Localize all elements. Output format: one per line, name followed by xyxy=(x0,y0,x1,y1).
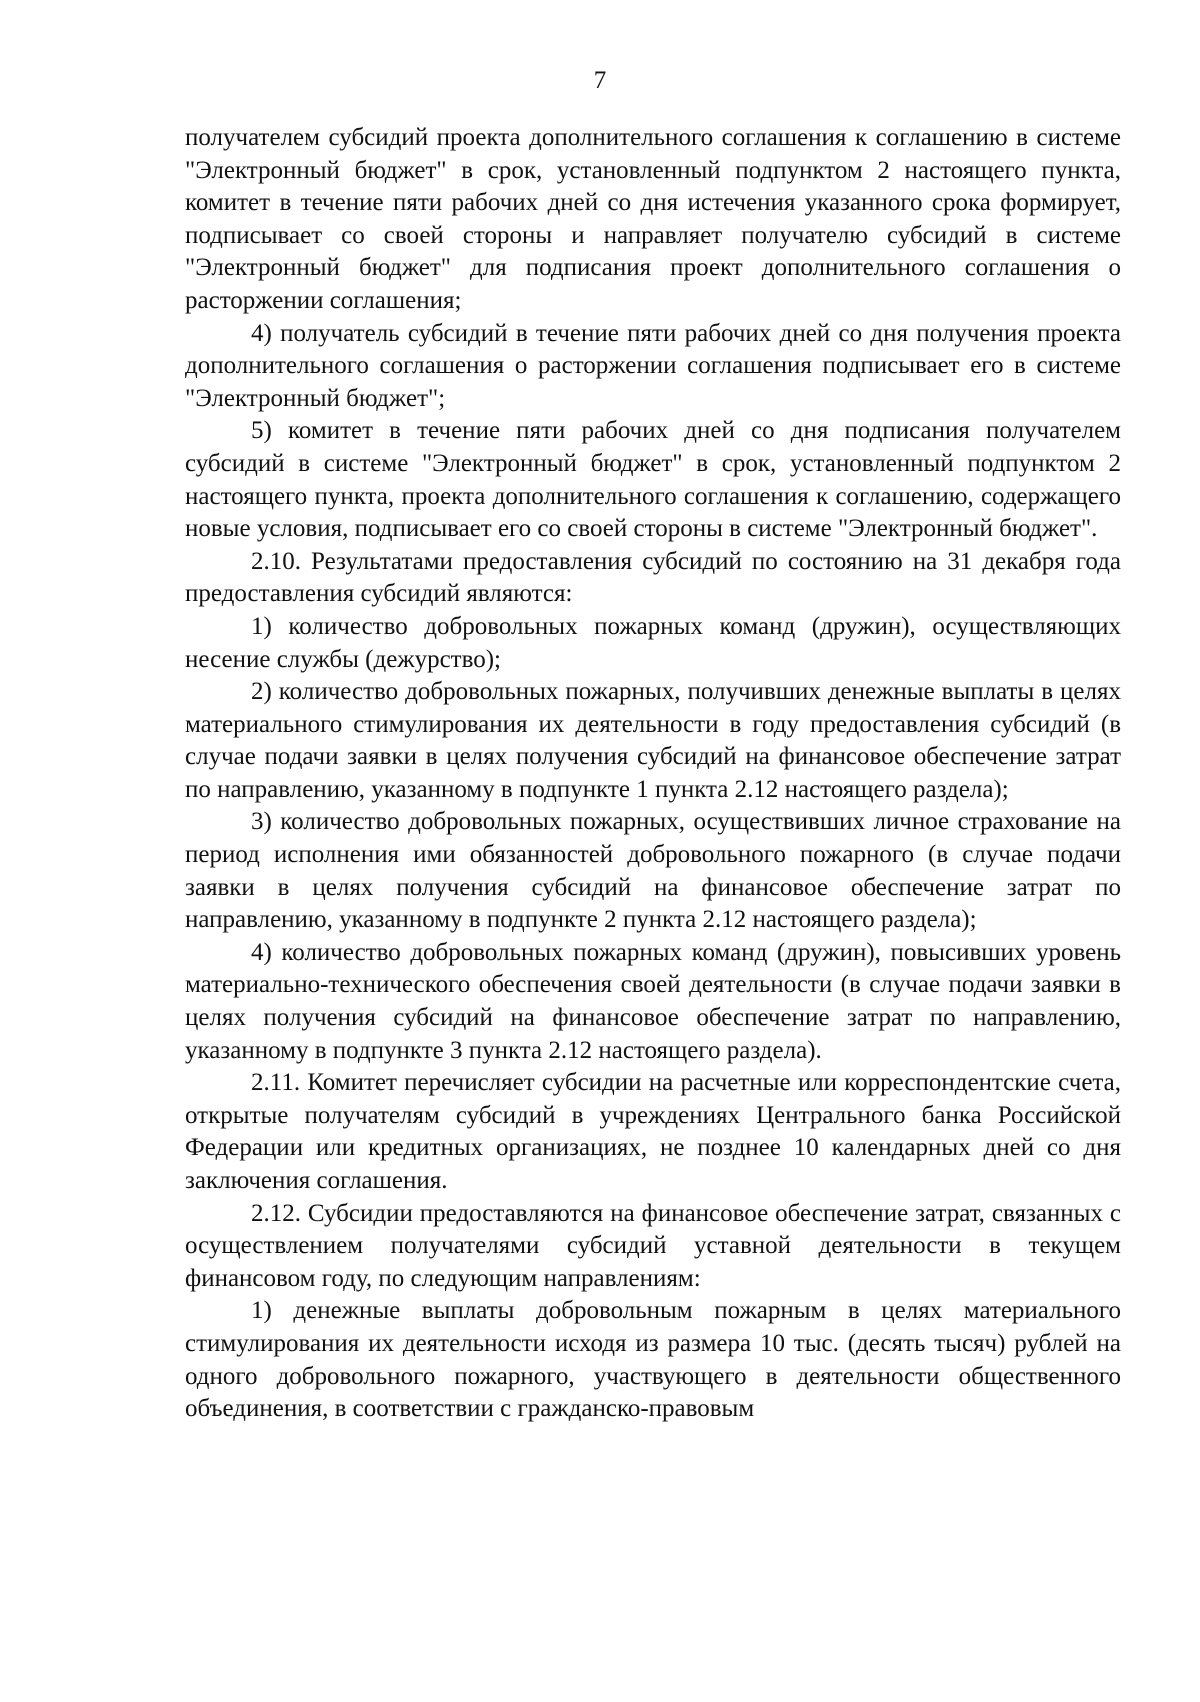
paragraph-continuation: получателем субсидий проекта дополнительного соглашения к соглашению в системе "Электронный бюджет" в срок, установленный подпунктом 2 настоящего пункта, комитет в течение пяти рабочих дней со дня истечения указанного срока формирует, подписывает со своей стороны и направляет получателю субсидий в системе "Электронный бюджет" для подписания проект дополнительного соглашения о расторжении соглашения; xyxy=(185,124,1121,314)
paragraph-section-2-12: 2.12. Субсидии предоставляются на финансовое обеспечение затрат, связанных с осуществлением получателями субсидий уставной деятельности в текущем финансовом году, по следующим направлениям: xyxy=(185,1199,1121,1292)
document-body xyxy=(185,122,1121,1426)
paragraph-result-1: 1) количество добровольных пожарных команд (дружин), осуществляющих несение службы (дежурство); xyxy=(185,612,1121,673)
page-number: 7 xyxy=(593,67,607,94)
paragraph-result-4: 4) количество добровольных пожарных команд (дружин), повысивших уровень материально-технического обеспечения своей деятельности (в случае подачи заявки в целях получения субсидий на финансовое обеспечение затрат по направлению, указанному в подпункте 3 пункта 2.12 настоящего раздела). xyxy=(185,938,1121,1064)
paragraph-result-3: 3) количество добровольных пожарных, осуществивших личное страхование на период исполнения ими обязанностей добровольного пожарного (в случае подачи заявки в целях получения субсидий на финансовое обеспечение затрат по направлению, указанному в подпункте 2 пункта 2.12 настоящего раздела); xyxy=(185,808,1121,934)
paragraph-item-4: 4) получатель субсидий в течение пяти рабочих дней со дня получения проекта дополнительного соглашения о расторжении соглашения подписывает его в системе "Электронный бюджет"; xyxy=(185,319,1121,412)
paragraph-section-2-10: 2.10. Результатами предоставления субсидий по состоянию на 31 декабря года предоставления субсидий являются: xyxy=(185,547,1121,608)
paragraph-section-2-11: 2.11. Комитет перечисляет субсидии на расчетные или корреспондентские счета, открытые получателям субсидий в учреждениях Центрального банка Российской Федерации или кредитных организациях, не позднее 10 календарных дней со дня заключения соглашения. xyxy=(185,1069,1121,1194)
paragraph-direction-1: 1) денежные выплаты добровольным пожарным в целях материального стимулирования их деятельности исходя из размера 10 тыс. (десять тысяч) рублей на одного добровольного пожарного, участвующего в деятельности общественного объединения, в соответствии с гражданско-правовым xyxy=(185,1297,1121,1423)
paragraph-result-2: 2) количество добровольных пожарных, получивших денежные выплаты в целях материального стимулирования их деятельности в году предоставления субсидий (в случае подачи заявки в целях получения субсидий на финансовое обеспечение затрат по направлению, указанному в подпункте 1 пункта 2.12 настоящего раздела); xyxy=(185,678,1121,803)
paragraph-item-5: 5) комитет в течение пяти рабочих дней со дня подписания получателем субсидий в системе "Электронный бюджет" в срок, установленный подпунктом 2 настоящего пункта, проекта дополнительного соглашения к соглашению, содержащего новые условия, подписывает его со своей стороны в системе "Электронный бюджет". xyxy=(185,417,1121,543)
